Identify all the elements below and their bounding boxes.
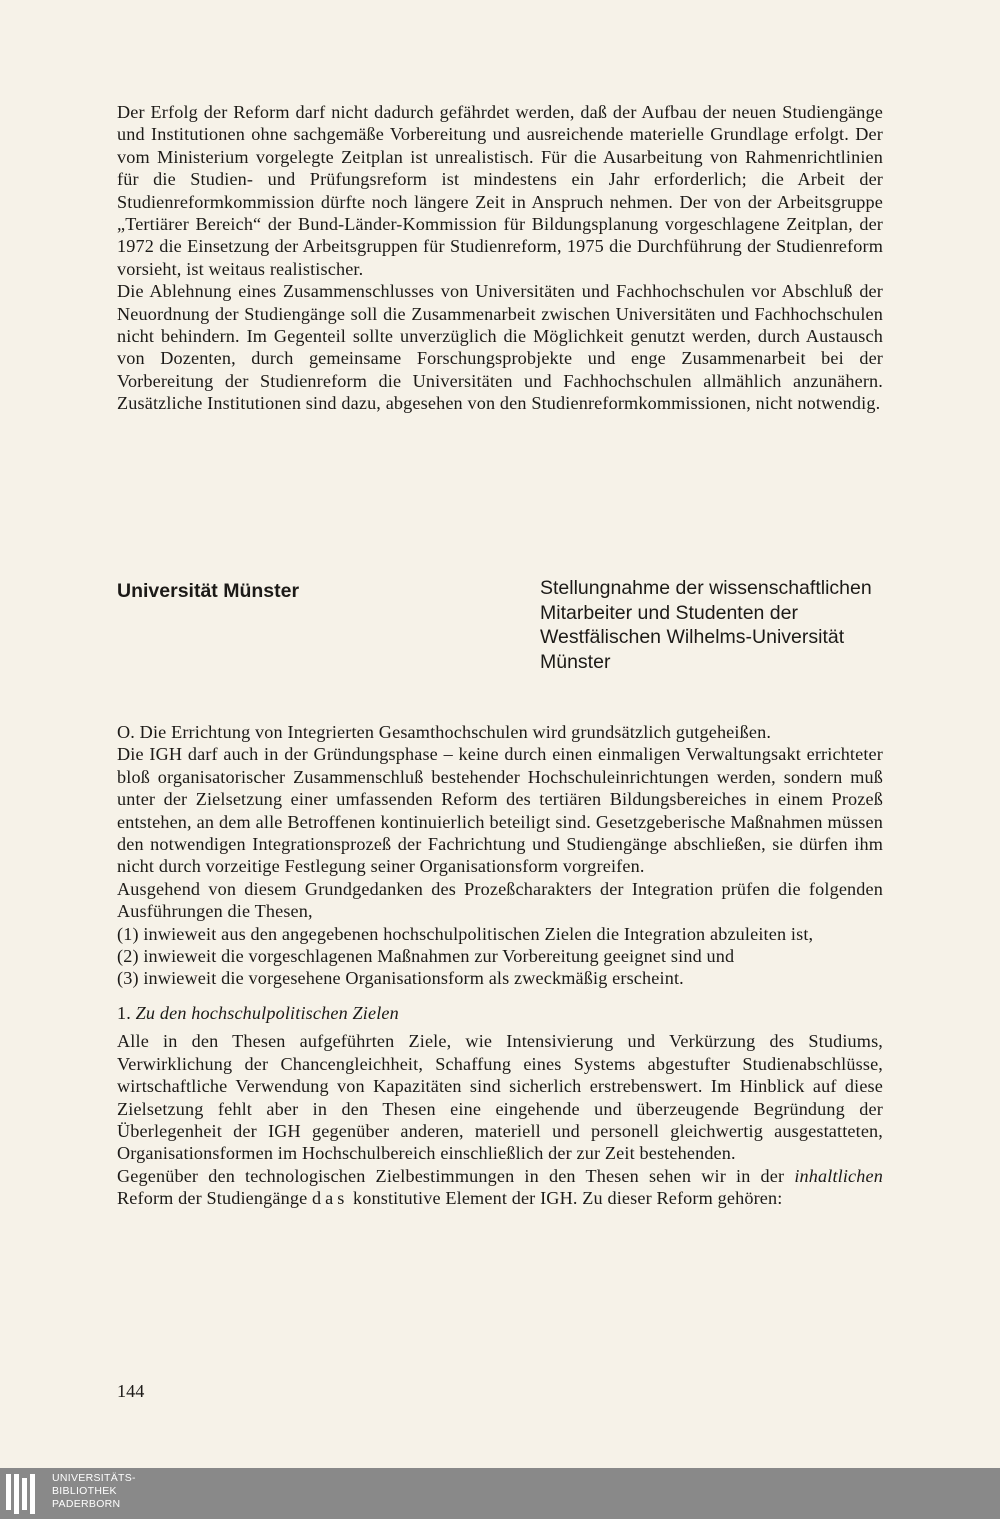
list-item: (1) inwieweit aus den angegebenen hochschulpolitischen Zielen die Integration abzuleiten ist, <box>117 923 814 944</box>
paragraph: Der Erfolg der Reform darf nicht dadurch gefährdet werden, daß der Aufbau der neuen Studiengänge und Institutionen ohne sachgemäße Vorbereitung und ausreichende materielle Grundlage erfolgt. Der vom Ministerium vorgelegte Zeitplan ist unrealistisch. Für die Ausarbeitung von Rahmenrichtlinien für die Studien- und Prüfungsreform ist mindestens ein Jahr erforderlich; die Arbeit der Studienreformkommission dürfte noch längere Zeit in Anspruch nehmen. Der von der Arbeitsgruppe „Tertiärer Bereich“ der Bund-Länder-Kommission für Bildungsplanung vorgeschlagene Zeitplan, der 1972 die Einsetzung der Arbeitsgruppen für Studienreform, 1975 die Durchführung der Studienreform vorsieht, ist weitaus realistischer. <box>117 102 883 279</box>
library-name-line: BIBLIOTHEK <box>52 1485 117 1497</box>
body-text-statement <box>117 721 883 1210</box>
paragraph-part: Gegenüber den technologischen Zielbestimmungen in den Thesen sehen wir in der <box>117 1165 785 1186</box>
subsection-title: Zu den hochschulpolitischen Zielen <box>135 1002 399 1023</box>
list-item: (2) inwieweit die vorgeschlagenen Maßnahmen zur Vorbereitung geeignet sind und <box>117 946 735 967</box>
list-item: (3) inwieweit die vorgesehene Organisationsform als zweckmäßig erscheint. <box>117 968 684 989</box>
spaced-word: das <box>312 1188 349 1209</box>
library-footer <box>0 1468 1000 1519</box>
paragraph: O. Die Errichtung von Integrierten Gesamthochschulen wird grundsätzlich gutgeheißen. <box>117 722 772 742</box>
library-name-line: UNIVERSITÄTS- <box>52 1472 136 1484</box>
statement-title: Stellungnahme der wissenschaftlichen Mitarbeiter und Studenten der Westfälischen Wilhelms-Universität Münster <box>540 577 872 673</box>
page-number: 144 <box>117 1381 145 1401</box>
paragraph-part: konstitutive Element der IGH. Zu dieser Reform gehören: <box>352 1188 783 1209</box>
paragraph-part: Reform der Studiengänge <box>117 1188 308 1209</box>
library-logo-icon <box>6 1474 46 1514</box>
subsection-heading <box>117 1002 883 1024</box>
section-heading-university: Universität Münster <box>117 580 300 602</box>
library-name-line: PADERBORN <box>52 1498 121 1510</box>
library-name <box>52 1472 136 1511</box>
paragraph <box>117 1165 883 1210</box>
paragraph: Ausgehend von diesem Grundgedanken des Prozeßcharakters der Integration prüfen die folgenden Ausführungen die Thesen, <box>117 878 883 922</box>
paragraph: Die IGH darf auch in der Gründungsphase – keine durch einen einmaligen Verwaltungsakt errichteter bloß organisatorischer Zusammenschluß bestehender Hochschuleinrichtungen werden, sondern muß unter der Zielsetzung einer umfassenden Reform des tertiären Bildungsbereiches in einem Prozeß entstehen, an dem alle Betroffenen kontinuierlich beteiligt sind. Gesetzgeberische Maßnahmen müssen den notwendigen Integrationsprozeß der Fachrichtung und Studiengänge abschließen, sie dürfen ihm nicht durch vorzeitige Festlegung seiner Organisationsform vorgreifen. <box>117 744 883 877</box>
body-text-top <box>117 101 883 415</box>
emphasized-word: inhaltlichen <box>794 1165 883 1186</box>
subsection-number: 1. <box>117 1002 131 1023</box>
paragraph: Die Ablehnung eines Zusammenschlusses von Universitäten und Fachhochschulen vor Abschluß der Neuordnung der Studiengänge soll die Zusammenarbeit zwischen Universitäten und Fachhochschulen nicht behindern. Im Gegenteil sollte unverzüglich die Möglichkeit genutzt werden, durch Austausch von Dozenten, durch gemeinsame Forschungsprobjekte und enge Zusammenarbeit bei der Vorbereitung der Studienreform die Universitäten und Fachhochschulen allmählich anzunähern. Zusätzliche Institutionen sind dazu, abgesehen von den Studienreformkommissionen, nicht notwendig. <box>117 281 883 414</box>
paragraph: Alle in den Thesen aufgeführten Ziele, wie Intensivierung und Verkürzung des Studiums, Verwirklichung der Chancengleichheit, Schaffung eines Systems abgestufter Studienabschlüsse, wirtschaftliche Verwendung von Kapazitäten sind sicherlich erstrebenswert. Im Hinblick auf diese Zielsetzung fehlt aber in den Thesen eine eingehende und überzeugende Begründung der Überlegenheit der IGH gegenüber anderen, materiell und personell gleichwertig ausgestatteten, Organisationsformen im Hochschulbereich einschließlich der zur Zeit bestehenden. <box>117 1031 883 1164</box>
